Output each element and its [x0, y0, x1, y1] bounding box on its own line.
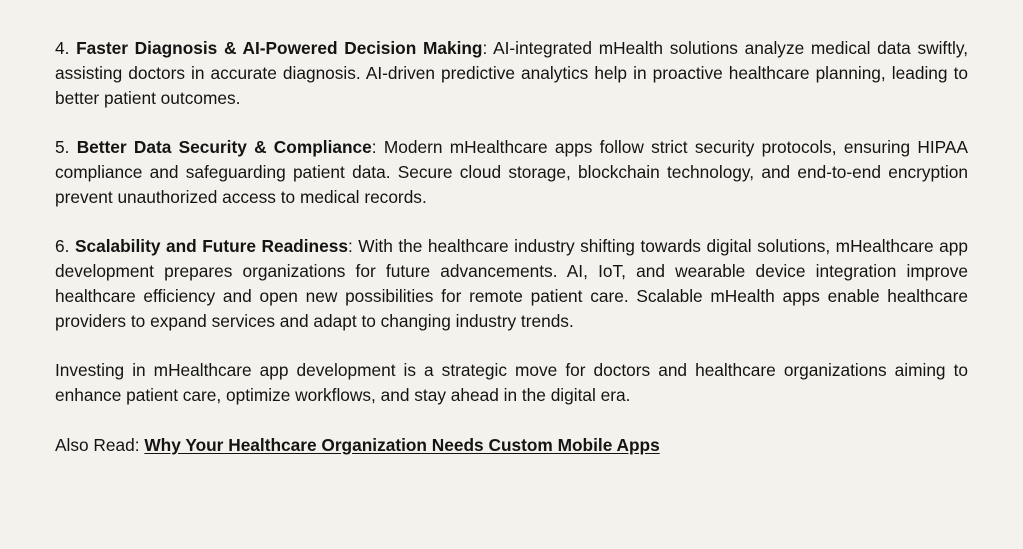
item-body: With the healthcare industry shifting towards digital solutions, mHealthcare app development prepares organizations for future advancements. AI, IoT, and wearable device integration improve healthcare efficiency and open new possibilities for remote patient care. Scalable mHealth apps enable healthcare providers to expand services and adapt to changing industry trends. — [55, 236, 968, 331]
item-body: AI-integrated mHealth solutions analyze medical data swiftly, assisting doctors in accurate diagnosis. AI-driven predictive analytics help in proactive healthcare planning, leading to better patient outcomes. — [55, 38, 969, 108]
conclusion-paragraph: Investing in mHealthcare app development is a strategic move for doctors and healthcare organizations aiming to enhance patient care, optimize workflows, and stay ahead in the digital era. — [55, 360, 968, 406]
item-body: Modern mHealthcare apps follow strict security protocols, ensuring HIPAA compliance and safeguarding patient data. Secure cloud storage, blockchain technology, and end-to-end encryption prevent unauthorized access to medical records. — [55, 137, 968, 207]
item-number: 4. — [55, 38, 70, 58]
item-number: 5. — [55, 137, 70, 158]
item-heading: Better Data Security & Compliance — [76, 137, 372, 158]
item-heading: Faster Diagnosis & AI-Powered Decision Making — [76, 38, 483, 58]
list-item-data-security: 5. Better Data Security & Compliance: Modern mHealthcare apps follow strict security protocols, ensuring HIPAA compliance and safeguarding patient data. Secure cloud storage, blockchain technology, and end-to-end encryption prevent unauthorized access to medical records. — [55, 137, 968, 207]
also-read-line — [55, 433, 968, 458]
article-content — [55, 36, 968, 458]
list-item-faster-diagnosis: 4. Faster Diagnosis & AI-Powered Decision Making: AI-integrated mHealth solutions analyze medical data swiftly, assisting doctors in accurate diagnosis. AI-driven predictive analytics help in proactive healthcare planning, leading to better patient outcomes. — [55, 38, 969, 108]
also-read-link[interactable]: Why Your Healthcare Organization Needs Custom Mobile Apps — [144, 434, 660, 455]
item-heading: Scalability and Future Readiness — [74, 236, 348, 257]
list-item-scalability: 6. Scalability and Future Readiness: With the healthcare industry shifting towards digital solutions, mHealthcare app development prepares organizations for future advancements. AI, IoT, and wearable device integration improve healthcare efficiency and open new possibilities for remote patient care. Scalable mHealth apps enable healthcare providers to expand services and adapt to changing industry trends. — [55, 236, 968, 331]
also-read-prefix: Also Read: — [55, 434, 140, 455]
item-number: 6. — [55, 236, 70, 257]
